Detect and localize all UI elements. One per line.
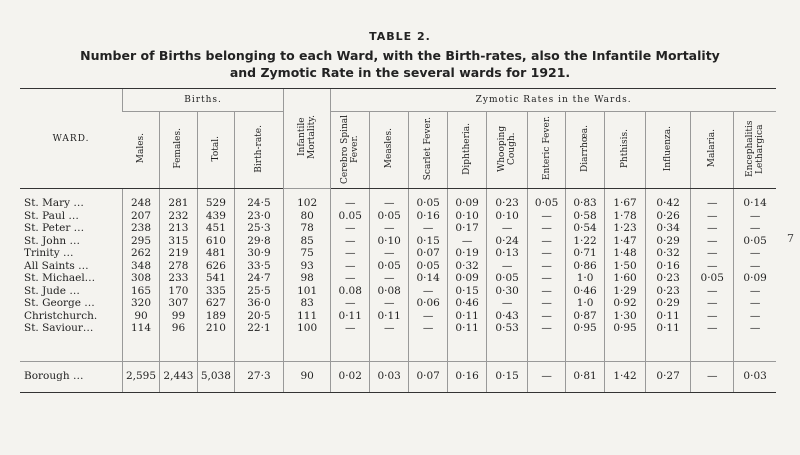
title-line-2: and Zymotic Rate in the several wards for 1921.	[229, 65, 571, 80]
table-cell: 0·30	[487, 285, 528, 298]
table-cell: —	[734, 310, 776, 323]
table-cell: 626	[197, 260, 234, 273]
table-cell: —	[528, 210, 566, 223]
table-label: TABLE 2.	[369, 30, 431, 43]
table-cell: 24·7	[234, 272, 283, 285]
table-cell: 111	[284, 310, 331, 323]
table-body	[20, 189, 776, 393]
table-cell: 0·05	[528, 189, 566, 210]
table-cell: —	[528, 310, 566, 323]
table-cell: —	[691, 310, 734, 323]
table-cell: 93	[284, 260, 331, 273]
phthisis-header: Phthisis.	[605, 112, 646, 189]
borough-cell: 0·27	[646, 361, 691, 392]
table-cell: 0·14	[409, 272, 448, 285]
table-cell: —	[370, 272, 409, 285]
ward-name-cell: St. Jude …	[24, 284, 80, 297]
table-cell: —	[691, 247, 734, 260]
title-line-1: Number of Births belonging to each Ward, with the Birth-rates, also the Infantile Mortality	[80, 48, 720, 63]
table-cell: —	[370, 247, 409, 260]
table-cell: 0·11	[331, 310, 370, 323]
diarrhoea-header: Diarrhœa.	[566, 112, 605, 189]
table-cell: 0·05	[370, 210, 409, 223]
empty-cell	[605, 335, 646, 362]
table-cell: —	[691, 222, 734, 235]
table-cell: —	[734, 322, 776, 335]
table-cell: 0·71	[566, 247, 605, 260]
table-cell: 36·0	[234, 297, 283, 310]
table-cell: 25·3	[234, 222, 283, 235]
table-cell: 0·83	[566, 189, 605, 210]
empty-cell	[159, 335, 197, 362]
table-cell: 0·08	[370, 285, 409, 298]
table-cell: —	[331, 272, 370, 285]
borough-cell: 0·03	[734, 361, 776, 392]
table-cell: —	[691, 285, 734, 298]
table-cell: 0·16	[646, 260, 691, 273]
table-cell: 0·54	[566, 222, 605, 235]
table-cell: —	[691, 235, 734, 248]
table-cell: 0·32	[646, 247, 691, 260]
ward-name-cell: Trinity …	[24, 247, 74, 259]
table-cell: 529	[197, 189, 234, 210]
table-cell: 1·78	[605, 210, 646, 223]
table-cell: 1·30	[605, 310, 646, 323]
table-cell: 0·58	[566, 210, 605, 223]
table-cell: —	[409, 285, 448, 298]
table-cell: 0·06	[409, 297, 448, 310]
table-cell: 451	[197, 222, 234, 235]
borough-cell: 0·15	[487, 361, 528, 392]
table-cell: —	[487, 297, 528, 310]
borough-cell: 1·42	[605, 361, 646, 392]
empty-cell	[487, 335, 528, 362]
table-cell: 1·67	[605, 189, 646, 210]
table-cell: —	[370, 189, 409, 210]
ward-name-cell: St. Peter …	[24, 222, 85, 234]
empty-cell	[331, 335, 370, 362]
table-cell: 0·09	[448, 189, 487, 210]
table-cell: 1·29	[605, 285, 646, 298]
table-cell: 0·07	[409, 247, 448, 260]
borough-cell: 2,595	[123, 361, 160, 392]
table-cell: 1·60	[605, 272, 646, 285]
table-row	[20, 189, 776, 210]
borough-cell: 0·02	[331, 361, 370, 392]
table-cell: 0·11	[646, 322, 691, 335]
table-cell: 189	[197, 310, 234, 323]
table-cell: 20·5	[234, 310, 283, 323]
table-cell: 0·10	[487, 210, 528, 223]
table-cell: 295	[123, 235, 160, 248]
table-cell: 213	[159, 222, 197, 235]
table-row	[20, 272, 776, 285]
table-cell: —	[691, 210, 734, 223]
table-cell: 0·15	[409, 235, 448, 248]
table-cell: 90	[123, 310, 160, 323]
table-cell: 0·11	[646, 310, 691, 323]
table-cell: 0·09	[734, 272, 776, 285]
table-cell: 99	[159, 310, 197, 323]
table-cell: 0·95	[566, 322, 605, 335]
table-cell: —	[487, 222, 528, 235]
table-row	[20, 210, 776, 223]
table-cell: 101	[284, 285, 331, 298]
table-row	[20, 297, 776, 310]
table-cell: 0·05	[691, 272, 734, 285]
table-cell: 0·15	[448, 285, 487, 298]
table-cell: 0·92	[605, 297, 646, 310]
table-cell: —	[370, 222, 409, 235]
table-cell: 0·29	[646, 297, 691, 310]
measles-header: Measles.	[370, 112, 409, 189]
empty-cell	[284, 335, 331, 362]
table-cell: 23·0	[234, 210, 283, 223]
table-cell: 0·05	[734, 235, 776, 248]
table-cell: —	[448, 235, 487, 248]
table-cell: —	[331, 297, 370, 310]
table-cell: 0·23	[646, 285, 691, 298]
table-cell: —	[409, 222, 448, 235]
table-cell: 0·95	[605, 322, 646, 335]
births-group-header: Births.	[123, 89, 284, 112]
table-cell: 0.05	[331, 210, 370, 223]
table-cell: 219	[159, 247, 197, 260]
table-cell: 0·19	[448, 247, 487, 260]
table-cell: 100	[284, 322, 331, 335]
table-cell: —	[528, 247, 566, 260]
table-cell: 320	[123, 297, 160, 310]
ward-name-cell: St. Mary …	[24, 197, 84, 209]
spacer-row	[20, 335, 776, 362]
ward-name-cell: St. Saviour…	[24, 322, 94, 334]
table-cell: 1·23	[605, 222, 646, 235]
table-cell: 308	[123, 272, 160, 285]
table-cell: —	[734, 285, 776, 298]
table-cell: 233	[159, 272, 197, 285]
births-zymotic-table	[20, 88, 776, 393]
table-cell: —	[331, 222, 370, 235]
table-cell: 481	[197, 247, 234, 260]
table-cell: —	[528, 285, 566, 298]
table-cell: 281	[159, 189, 197, 210]
table-row	[20, 247, 776, 260]
table-cell: 0·86	[566, 260, 605, 273]
table-cell: 0·87	[566, 310, 605, 323]
table-cell: —	[331, 235, 370, 248]
empty-cell	[691, 335, 734, 362]
borough-cell: 0·81	[566, 361, 605, 392]
table-cell: 0·43	[487, 310, 528, 323]
scarlet-fever-header: Scarlet Fever.	[409, 112, 448, 189]
table-cell: 0·29	[646, 235, 691, 248]
table-cell: 96	[159, 322, 197, 335]
influenza-header: Influenza.	[646, 112, 691, 189]
table-cell: 439	[197, 210, 234, 223]
table-cell: —	[528, 322, 566, 335]
malaria-header: Malaria.	[691, 112, 734, 189]
table-cell: 25·5	[234, 285, 283, 298]
table-cell: 0·11	[448, 322, 487, 335]
zymotic-group-header: Zymotic Rates in the Wards.	[331, 89, 776, 112]
table-cell: —	[734, 247, 776, 260]
table-cell: 165	[123, 285, 160, 298]
table-cell: 1·0	[566, 272, 605, 285]
table-cell: 262	[123, 247, 160, 260]
table-cell: 98	[284, 272, 331, 285]
table-cell: 0·42	[646, 189, 691, 210]
table-cell: 627	[197, 297, 234, 310]
table-cell: —	[409, 310, 448, 323]
table-cell: 0·46	[566, 285, 605, 298]
empty-cell	[566, 335, 605, 362]
table-cell: 335	[197, 285, 234, 298]
table-cell: —	[528, 272, 566, 285]
borough-cell: 5,038	[197, 361, 234, 392]
ward-name-cell: St. Paul …	[24, 209, 79, 222]
table-cell: 0·05	[409, 189, 448, 210]
borough-cell: 0·07	[409, 361, 448, 392]
males-header: Males.	[123, 112, 160, 189]
borough-cell: 27·3	[234, 361, 283, 392]
table-cell: 1·48	[605, 247, 646, 260]
table-cell: 83	[284, 297, 331, 310]
table-cell: 24·5	[234, 189, 283, 210]
whooping-cough-header: Whooping Cough.	[487, 112, 528, 189]
table-row	[20, 322, 776, 335]
table-cell: —	[331, 247, 370, 260]
margin-mark: 7	[787, 232, 794, 245]
table-cell: 1·47	[605, 235, 646, 248]
table-cell: 0·13	[487, 247, 528, 260]
ward-name-cell: All Saints …	[24, 259, 89, 272]
table-cell: 0·46	[448, 297, 487, 310]
table-cell: 278	[159, 260, 197, 273]
empty-cell	[20, 335, 123, 362]
table-cell: 207	[123, 210, 160, 223]
table-cell: 0·26	[646, 210, 691, 223]
table-cell: 0·32	[448, 260, 487, 273]
table-cell: 0·11	[448, 310, 487, 323]
borough-cell: 0·16	[448, 361, 487, 392]
table-cell: 85	[284, 235, 331, 248]
table-cell: —	[487, 260, 528, 273]
table-cell: 1·0	[566, 297, 605, 310]
females-header: Females.	[159, 112, 197, 189]
table-cell: 170	[159, 285, 197, 298]
table-cell: —	[691, 297, 734, 310]
table-cell: 0·11	[370, 310, 409, 323]
table-cell: —	[528, 235, 566, 248]
table-cell: 0·16	[409, 210, 448, 223]
table-cell: 541	[197, 272, 234, 285]
empty-cell	[197, 335, 234, 362]
table-row	[20, 260, 776, 273]
table-cell: 0·05	[409, 260, 448, 273]
table-cell: 0·53	[487, 322, 528, 335]
table-cell: 0·23	[646, 272, 691, 285]
table-cell: 0·17	[448, 222, 487, 235]
table-row	[20, 235, 776, 248]
empty-cell	[734, 335, 776, 362]
empty-cell	[528, 335, 566, 362]
table-cell: —	[734, 222, 776, 235]
empty-cell	[409, 335, 448, 362]
borough-cell: —	[528, 361, 566, 392]
table-cell: 0·05	[487, 272, 528, 285]
table-cell: 30·9	[234, 247, 283, 260]
table-cell: 0·05	[370, 260, 409, 273]
table-cell: —	[331, 260, 370, 273]
table-cell: —	[528, 222, 566, 235]
table-cell: —	[528, 297, 566, 310]
table-cell: 22·1	[234, 322, 283, 335]
borough-cell: —	[691, 361, 734, 392]
table-cell: —	[370, 322, 409, 335]
table-cell: —	[370, 297, 409, 310]
table-cell: 0·24	[487, 235, 528, 248]
ward-name-cell: St. John …	[24, 234, 80, 247]
table-cell: 1·22	[566, 235, 605, 248]
borough-total-row	[20, 361, 776, 392]
ward-name-cell: St. George …	[24, 297, 95, 309]
table-row	[20, 285, 776, 298]
table-cell: 348	[123, 260, 160, 273]
table-cell: —	[691, 189, 734, 210]
infantile-mortality-header: Infantile Mortality.	[284, 89, 331, 189]
table-cell: 238	[123, 222, 160, 235]
table-cell: 80	[284, 210, 331, 223]
table-cell: —	[331, 322, 370, 335]
table-cell: 102	[284, 189, 331, 210]
table-cell: —	[331, 189, 370, 210]
table-cell: 0·09	[448, 272, 487, 285]
borough-cell: 90	[284, 361, 331, 392]
table-cell: 307	[159, 297, 197, 310]
table-cell: 210	[197, 322, 234, 335]
ward-name-cell: Christchurch.	[24, 309, 98, 322]
enteric-fever-header: Enteric Fever.	[528, 112, 566, 189]
table-cell: 232	[159, 210, 197, 223]
table-cell: 0·10	[448, 210, 487, 223]
total-header: Total.	[197, 112, 234, 189]
table-cell: —	[691, 260, 734, 273]
table-cell: 0·14	[734, 189, 776, 210]
table-cell: 78	[284, 222, 331, 235]
table-cell: 0·23	[487, 189, 528, 210]
table-row	[20, 310, 776, 323]
empty-cell	[448, 335, 487, 362]
table-cell: 75	[284, 247, 331, 260]
table-cell: —	[734, 210, 776, 223]
table-cell: 29·8	[234, 235, 283, 248]
table-cell: —	[734, 260, 776, 273]
table-cell: 0.08	[331, 285, 370, 298]
empty-cell	[123, 335, 160, 362]
cerebro-spinal-header: Cerebro Spinal Fever.	[331, 112, 370, 189]
borough-label-cell: Borough …	[20, 361, 123, 392]
table-cell: 315	[159, 235, 197, 248]
empty-cell	[234, 335, 283, 362]
ward-header: WARD.	[20, 89, 123, 189]
diphtheria-header: Diphtheria.	[448, 112, 487, 189]
table-cell: —	[734, 297, 776, 310]
table-cell: 1·50	[605, 260, 646, 273]
borough-cell: 2,443	[159, 361, 197, 392]
table-cell: —	[409, 322, 448, 335]
birth-rate-header: Birth-rate.	[234, 112, 283, 189]
table-cell: 0·10	[370, 235, 409, 248]
table-cell: —	[691, 322, 734, 335]
borough-cell: 0·03	[370, 361, 409, 392]
table-cell: 0·34	[646, 222, 691, 235]
table-row	[20, 222, 776, 235]
table-cell: 33·5	[234, 260, 283, 273]
table-cell: 248	[123, 189, 160, 210]
empty-cell	[646, 335, 691, 362]
ward-name-cell: St. Michael…	[24, 272, 96, 284]
table-cell: —	[528, 260, 566, 273]
encephalitis-header: Encephalitis Lethargica	[734, 112, 776, 189]
table-cell: 114	[123, 322, 160, 335]
empty-cell	[370, 335, 409, 362]
table-cell: 610	[197, 235, 234, 248]
table-title	[60, 47, 740, 81]
